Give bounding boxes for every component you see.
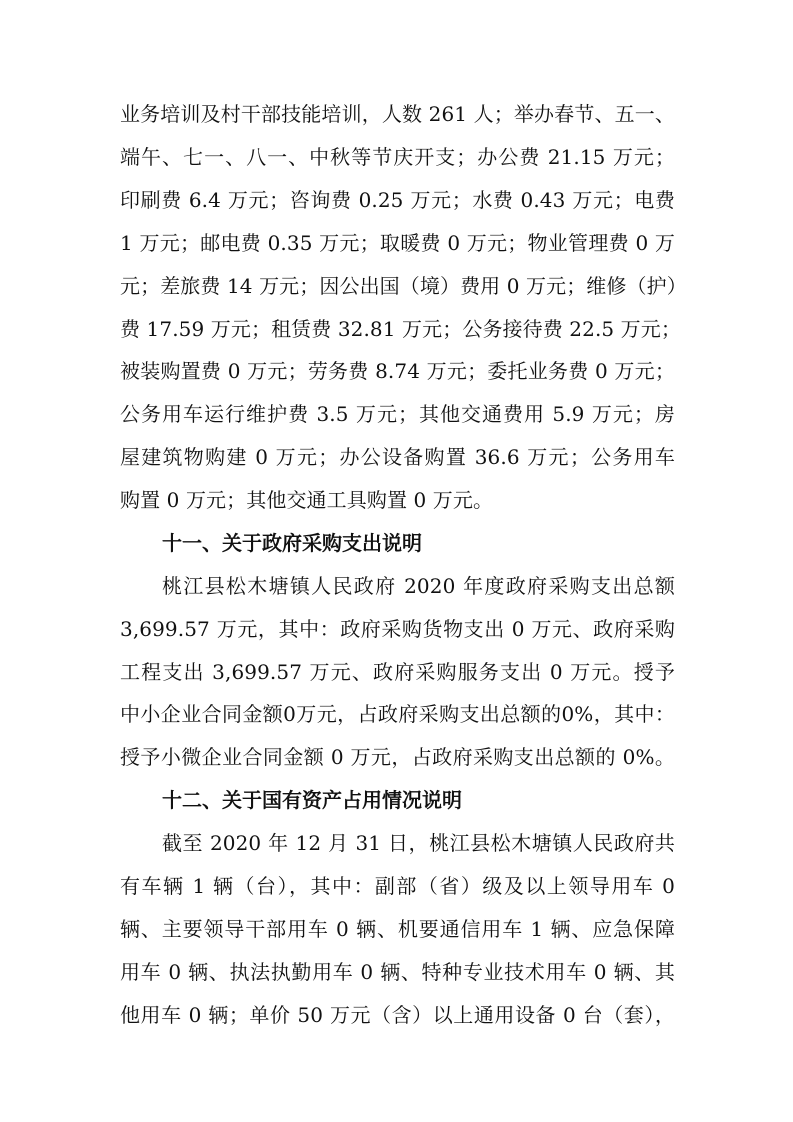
- section-heading: 十二、关于国有资产占用情况说明: [162, 788, 462, 812]
- text-line: 被装购置费 0 万元；劳务费 8.74 万元；委托业务费 0 万元；: [120, 359, 675, 383]
- text-line: 公务用车运行维护费 3.5 万元；其他交通费用 5.9 万元；房: [120, 402, 675, 426]
- text-line: 他用车 0 辆；单价 50 万元（含）以上通用设备 0 台（套），: [120, 1003, 675, 1027]
- text-line: 授予小微企业合同金额 0 万元，占政府采购支出总额的 0%。: [120, 745, 675, 769]
- text-line: 元；差旅费 14 万元；因公出国（境）费用 0 万元；维修（护）: [120, 274, 687, 298]
- text-line: 购置 0 万元；其他交通工具购置 0 万元。: [120, 488, 494, 512]
- text-line: 费 17.59 万元；租赁费 32.81 万元；公务接待费 22.5 万元；: [120, 317, 681, 341]
- section-heading: 十一、关于政府采购支出说明: [162, 531, 422, 555]
- text-line: 有车辆 1 辆（台），其中：副部（省）级及以上领导用车 0: [120, 874, 675, 898]
- text-line: 1 万元；邮电费 0.35 万元；取暖费 0 万元；物业管理费 0 万: [120, 231, 675, 255]
- text-line: 印刷费 6.4 万元；咨询费 0.25 万元；水费 0.43 万元；电费: [120, 188, 675, 212]
- text-line: 中小企业合同金额0万元，占政府采购支出总额的0%，其中：: [120, 702, 675, 726]
- text-line: 端午、七一、八一、中秋等节庆开支；办公费 21.15 万元；: [120, 145, 675, 169]
- text-line: 截至 2020 年 12 月 31 日，桃江县松木塘镇人民政府共: [162, 831, 675, 855]
- text-line: 屋建筑物购建 0 万元；办公设备购置 36.6 万元；公务用车: [120, 445, 675, 469]
- text-line: 用车 0 辆、执法执勤用车 0 辆、特种专业技术用车 0 辆、其: [120, 960, 675, 984]
- text-line: 辆、主要领导干部用车 0 辆、机要通信用车 1 辆、应急保障: [120, 917, 675, 941]
- text-line: 业务培训及村干部技能培训，人数 261 人；举办春节、五一、: [120, 102, 675, 126]
- text-line: 桃江县松木塘镇人民政府 2020 年度政府采购支出总额: [162, 574, 675, 598]
- text-line: 工程支出 3,699.57 万元、政府采购服务支出 0 万元。授予: [120, 660, 675, 684]
- text-line: 3,699.57 万元，其中：政府采购货物支出 0 万元、政府采购: [120, 617, 675, 641]
